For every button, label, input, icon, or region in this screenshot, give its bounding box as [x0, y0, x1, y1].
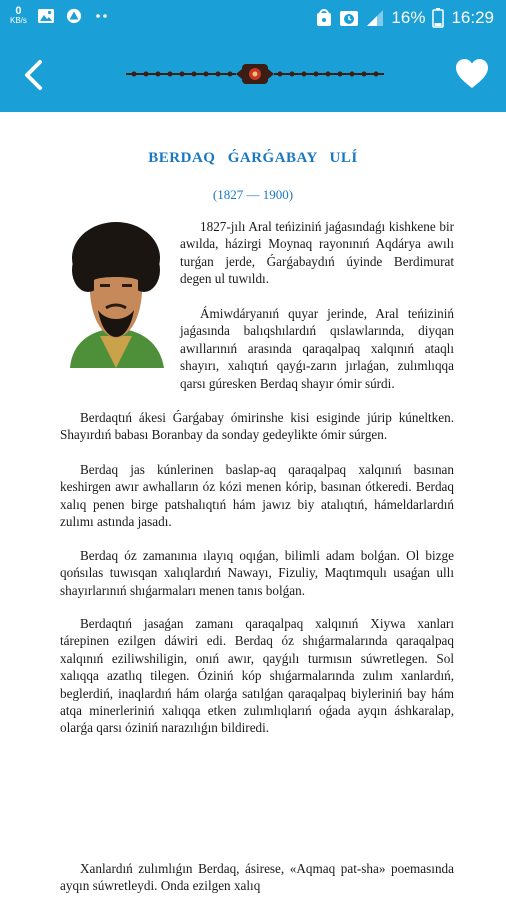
more-notifications-icon	[93, 8, 111, 24]
favorite-button[interactable]	[454, 56, 490, 92]
ornament-left	[126, 72, 236, 77]
ornament-divider	[124, 60, 386, 88]
paragraph-6	[60, 615, 454, 737]
paragraph-5	[60, 547, 454, 599]
battery-percent: 16%	[391, 8, 426, 27]
network-speed-unit: KB/s	[10, 16, 27, 25]
app-bar	[0, 36, 506, 112]
paragraph-3	[60, 409, 454, 444]
back-button[interactable]	[14, 55, 54, 95]
heart-icon	[456, 59, 488, 88]
paragraph-7	[60, 860, 454, 895]
ornament-center	[236, 64, 274, 84]
alarm-icon	[339, 9, 359, 27]
article-page	[0, 112, 506, 900]
paragraph-4-text: Berdaq jas kúnlerinen baslap-aq qaraqalpaq xalqınıń basınan keshirgen awır awhalların óz kózi menen kórip, basınan ótkeredi. Berdaq xalıq penen birge patshalıqtıń hám jawız biy atalıqtıń, hámeldarlardıń zulımı astında jasadı.	[60, 462, 454, 530]
paragraph-3-text: Berdaqtıń ákesi Ǵarǵabay ómirinshe kisi esiginde júrip kúneltken. Shayırdıń babası Boranbay da sonday gedeylikte ómir súrgen.	[60, 410, 454, 443]
network-speed-value: 0	[15, 5, 22, 17]
gallery-icon	[37, 8, 55, 24]
clock-time: 16:29	[451, 8, 494, 27]
status-bar	[0, 0, 506, 36]
paragraph-2	[180, 305, 454, 392]
paragraph-5-text: Berdaq óz zamanınıa ılayıq oqıǵan, bilimli adam bolǵan. Ol bizge qońsılas tuwısqan xalıqlardıń Nawayı, Fizuliy, Maqtımqulı usaǵan ullı shayırlarınıń shıǵarmaları menen tanıs bolǵan.	[60, 548, 454, 598]
chevron-left-icon	[27, 62, 40, 88]
battery-icon	[432, 8, 444, 28]
lock-icon	[316, 9, 332, 27]
status-right	[316, 8, 494, 28]
paragraph-1	[180, 218, 454, 288]
ornament-right	[274, 72, 384, 77]
paragraph-1-text: 1827-jılı Aral teńiziniń jaǵasındaǵı kishkene bir awılda, házirgi Moynaq rayonınıń Aqdárya awılı turǵan jerde, Ǵarǵabaydıń úyinde Berdimurat degen ul tuwıldı.	[180, 219, 454, 287]
status-left	[10, 7, 111, 25]
article-title: BERDAQ ǴARǴABAY ULÍ	[148, 150, 358, 166]
paragraph-7-text: Xanlardıń zulımlıǵın Berdaq, ásirese, «Aqmaq pat-sha» poemasında ayqın súwretleydi. Onda ezilgen xalıq	[60, 861, 454, 894]
paragraph-4	[60, 461, 454, 531]
app-notification-icon	[65, 8, 83, 24]
network-speed	[10, 7, 27, 25]
signal-icon	[366, 9, 384, 27]
poet-portrait	[60, 218, 172, 368]
paragraph-6-text: Berdaqtıń jasaǵan zamanı qaraqalpaq xalqınıń Xiywa xanları tárepinen ezilgen dáwiri edi. Berdaq óz shıǵarmalarında qaraqalpaq xalqınıń eziliwshiligin, onıń awır, qayǵılı turmısın súwretlegen. Sol xalıqqa azatlıq tilegen. Óziniń kóp shıǵarmalarında zulım xanlardıń, beglerdiń, inaqlardıń hám olarǵa satılǵan qaraqalpaq biyleriniń bay hám atqa minerleriniń xalıqqa etken zulımlıqlarıń oǵada ayqın áshkaralap, olarǵa qarsı óziniń narazılıǵın bildiredi.	[60, 616, 454, 736]
paragraph-2-text: Ámiwdáryanıń quyar jerinde, Aral teńiziniń jaǵasında balıqshılardıń qıslawlarında, diyqan awıllarınıń arasında qaraqalpaq xalqınıń ataqlı shayırı, xalıqtıń qayǵı-zarın jırlaǵan, zulımlıqqa qarsı gúresken Berdaq shayır ómir súrdi.	[180, 306, 454, 391]
article-years: (1827 — 1900)	[212, 187, 294, 202]
